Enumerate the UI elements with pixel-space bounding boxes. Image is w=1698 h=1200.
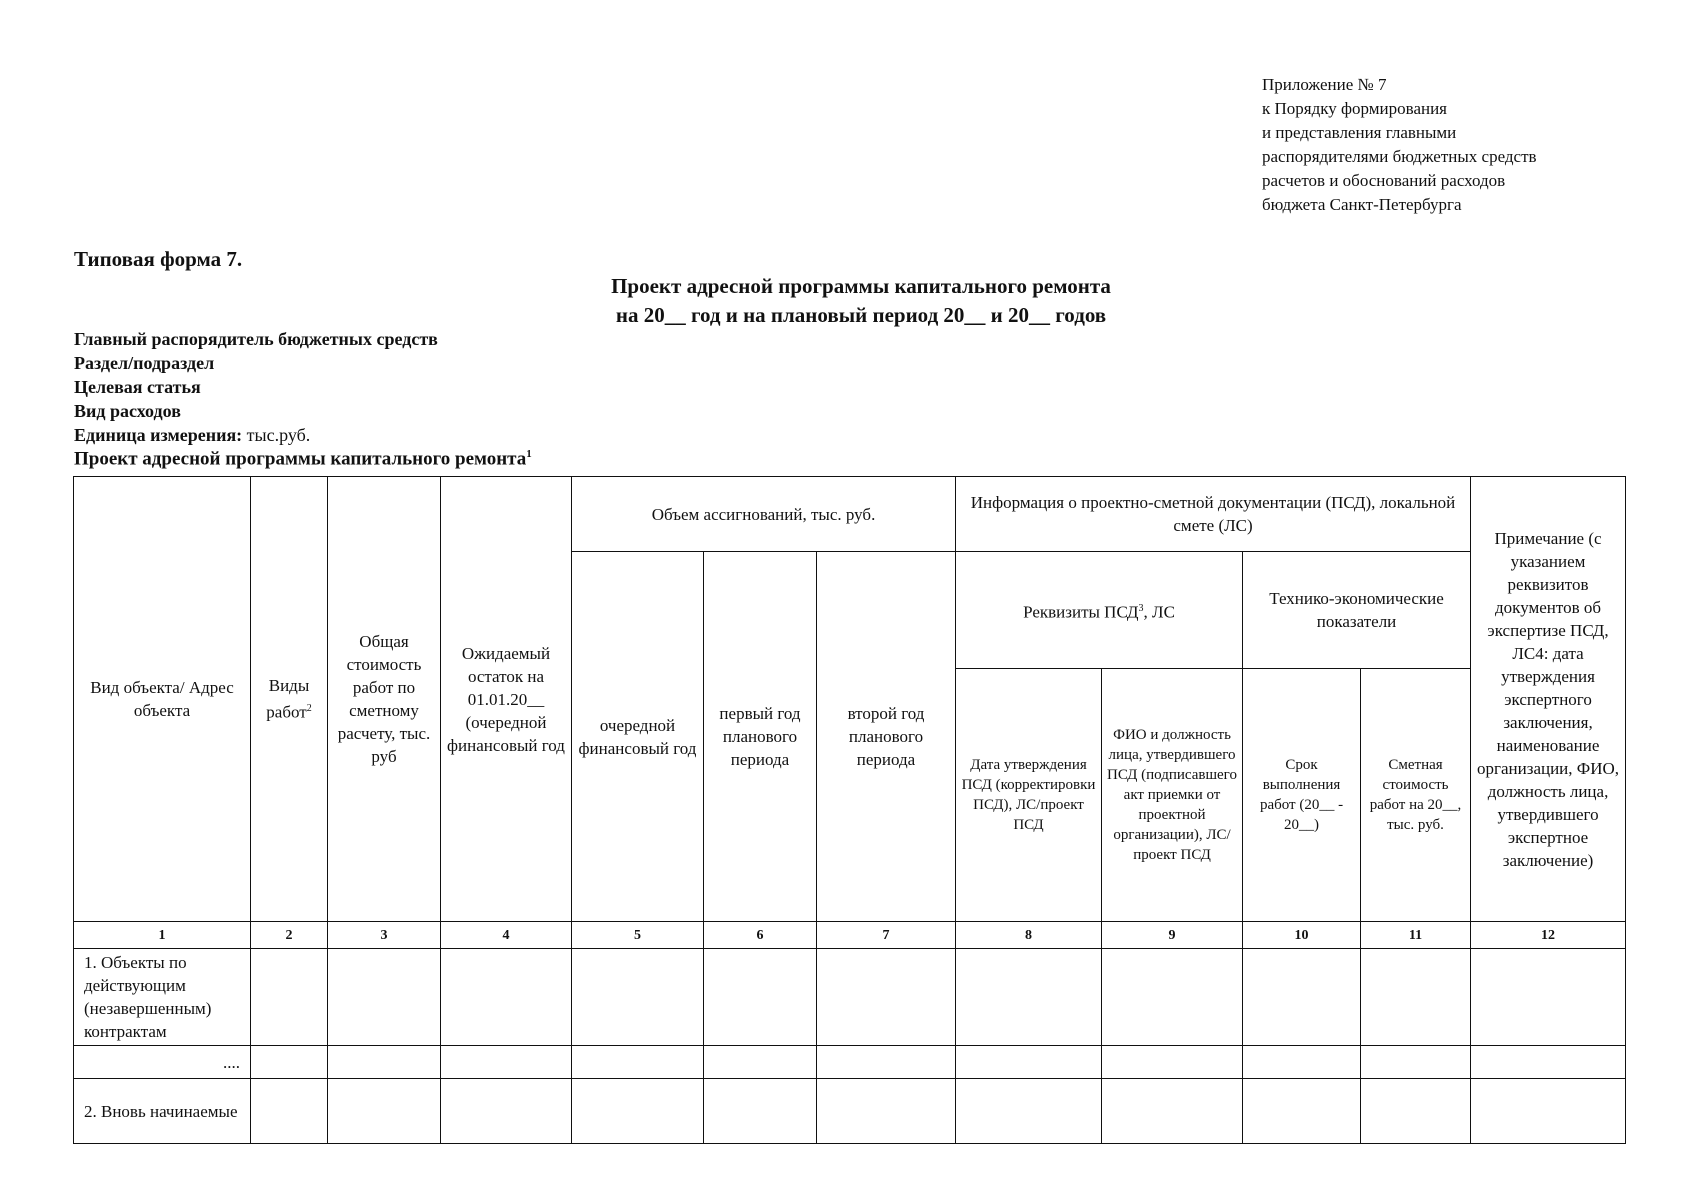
table-cell — [1361, 1046, 1471, 1079]
table-row — [74, 949, 1626, 1046]
column-number: 12 — [1471, 922, 1626, 949]
table-cell — [1361, 1079, 1471, 1144]
table-cell — [251, 1079, 328, 1144]
table-cell — [817, 1079, 956, 1144]
table-cell — [251, 949, 328, 1046]
form-label: Типовая форма 7. — [74, 247, 243, 271]
table-cell — [1471, 1046, 1626, 1079]
document-title — [0, 272, 1698, 330]
psd-requisites-suffix: , ЛС — [1143, 602, 1175, 622]
header-note: Примечание (с указанием реквизитов документов об экспертизе ПСД, ЛС4: дата утверждения экспертного заключения, наименование организации, ФИО, должность лица, утвердившего экспертное заключение) — [1471, 477, 1626, 922]
table-cell — [441, 949, 572, 1046]
table-cell — [817, 949, 956, 1046]
table-cell — [328, 1079, 441, 1144]
appendix-line: к Порядку формирования — [1262, 99, 1447, 118]
column-number: 2 — [251, 922, 328, 949]
appendix-note — [1262, 73, 1682, 217]
psd-requisites-text: Реквизиты ПСД — [1023, 602, 1139, 622]
column-number: 5 — [572, 922, 704, 949]
header-tech-indicators: Технико-экономические показатели — [1243, 552, 1471, 669]
row-ellipsis: .... — [74, 1046, 251, 1079]
table-cell — [1471, 1079, 1626, 1144]
column-number-row — [74, 922, 1626, 949]
expense-type-label: Вид расходов — [74, 401, 181, 421]
appendix-line: бюджета Санкт-Петербурга — [1262, 195, 1462, 214]
table-cell — [704, 1046, 817, 1079]
title-line-2: на 20__ год и на плановый период 20__ и 20__ годов — [615, 303, 1107, 327]
header-psd-group: Информация о проектно-сметной документации (ПСД), локальной смете (ЛС) — [956, 477, 1471, 552]
table-cell — [956, 1079, 1102, 1144]
header-object: Вид объекта/ Адрес объекта — [74, 477, 251, 922]
header-psd-date: Дата утверждения ПСД (корректировки ПСД), ЛС/проект ПСД — [956, 669, 1102, 922]
header-current-year: очередной финансовый год — [572, 552, 704, 922]
program-table — [73, 476, 1626, 1144]
row-label-new-objects: 2. Вновь начинаемые — [74, 1079, 251, 1144]
table-cell — [1243, 1046, 1361, 1079]
table-cell — [572, 1079, 704, 1144]
table-cell — [328, 1046, 441, 1079]
meta-block — [74, 327, 438, 447]
table-row — [74, 1046, 1626, 1079]
table-cell — [251, 1046, 328, 1079]
table-cell — [572, 1046, 704, 1079]
main-manager-label: Главный распорядитель бюджетных средств — [74, 329, 438, 349]
table-cell — [1243, 1079, 1361, 1144]
unit-label: Единица измерения: — [74, 425, 243, 445]
table-cell — [328, 949, 441, 1046]
table-caption-text: Проект адресной программы капитального ремонта — [74, 448, 527, 470]
unit-value: тыс.руб. — [242, 425, 311, 445]
header-work-types-text: Виды работ — [266, 676, 310, 722]
header-allocation-group: Объем ассигнований, тыс. руб. — [572, 477, 956, 552]
table-row — [74, 1079, 1626, 1144]
footnote-mark: 2 — [306, 703, 312, 715]
appendix-line: расчетов и обоснований расходов — [1262, 171, 1506, 190]
section-label: Раздел/подраздел — [74, 353, 215, 373]
target-article-label: Целевая статья — [74, 377, 201, 397]
title-line-1: Проект адресной программы капитального ремонта — [611, 274, 1111, 298]
footnote-mark: 3 — [1138, 602, 1144, 614]
header-work-types — [251, 477, 328, 922]
header-psd-requisites — [956, 552, 1243, 669]
row-label-current-contracts: 1. Объекты по действующим (незавершенным) контрактам — [74, 949, 251, 1046]
column-number: 7 — [817, 922, 956, 949]
footnote-mark: 1 — [526, 448, 532, 460]
table-cell — [1361, 949, 1471, 1046]
appendix-line: Приложение № 7 — [1262, 75, 1387, 94]
table-cell — [956, 1046, 1102, 1079]
header-total-cost: Общая стоимость работ по сметному расчету, тыс. руб — [328, 477, 441, 922]
table-cell — [704, 949, 817, 1046]
table-cell — [441, 1046, 572, 1079]
header-second-plan-year: второй год планового периода — [817, 552, 956, 922]
table-cell — [572, 949, 704, 1046]
column-number: 8 — [956, 922, 1102, 949]
table-cell — [1102, 949, 1243, 1046]
header-row-1 — [74, 477, 1626, 552]
appendix-line: и представления главными — [1262, 123, 1457, 142]
column-number: 3 — [328, 922, 441, 949]
unit-row — [74, 423, 438, 447]
table-caption — [74, 448, 532, 470]
column-number: 1 — [74, 922, 251, 949]
column-number: 6 — [704, 922, 817, 949]
table-cell — [441, 1079, 572, 1144]
table-cell — [704, 1079, 817, 1144]
header-expected-balance: Ожидаемый остаток на 01.01.20__ (очередной финансовый год — [441, 477, 572, 922]
appendix-line: распорядителями бюджетных средств — [1262, 147, 1537, 166]
table-cell — [1102, 1046, 1243, 1079]
column-number: 10 — [1243, 922, 1361, 949]
header-estimated-cost: Сметная стоимость работ на 20__, тыс. руб. — [1361, 669, 1471, 922]
table-cell — [956, 949, 1102, 1046]
header-psd-approver: ФИО и должность лица, утвердившего ПСД (подписавшего акт приемки от проектной организации), ЛС/проект ПСД — [1102, 669, 1243, 922]
table-cell — [817, 1046, 956, 1079]
column-number: 9 — [1102, 922, 1243, 949]
table-cell — [1243, 949, 1361, 1046]
table-cell — [1471, 949, 1626, 1046]
table-cell — [1102, 1079, 1243, 1144]
header-first-plan-year: первый год планового периода — [704, 552, 817, 922]
column-number: 11 — [1361, 922, 1471, 949]
header-work-period: Срок выполнения работ (20__ - 20__) — [1243, 669, 1361, 922]
column-number: 4 — [441, 922, 572, 949]
